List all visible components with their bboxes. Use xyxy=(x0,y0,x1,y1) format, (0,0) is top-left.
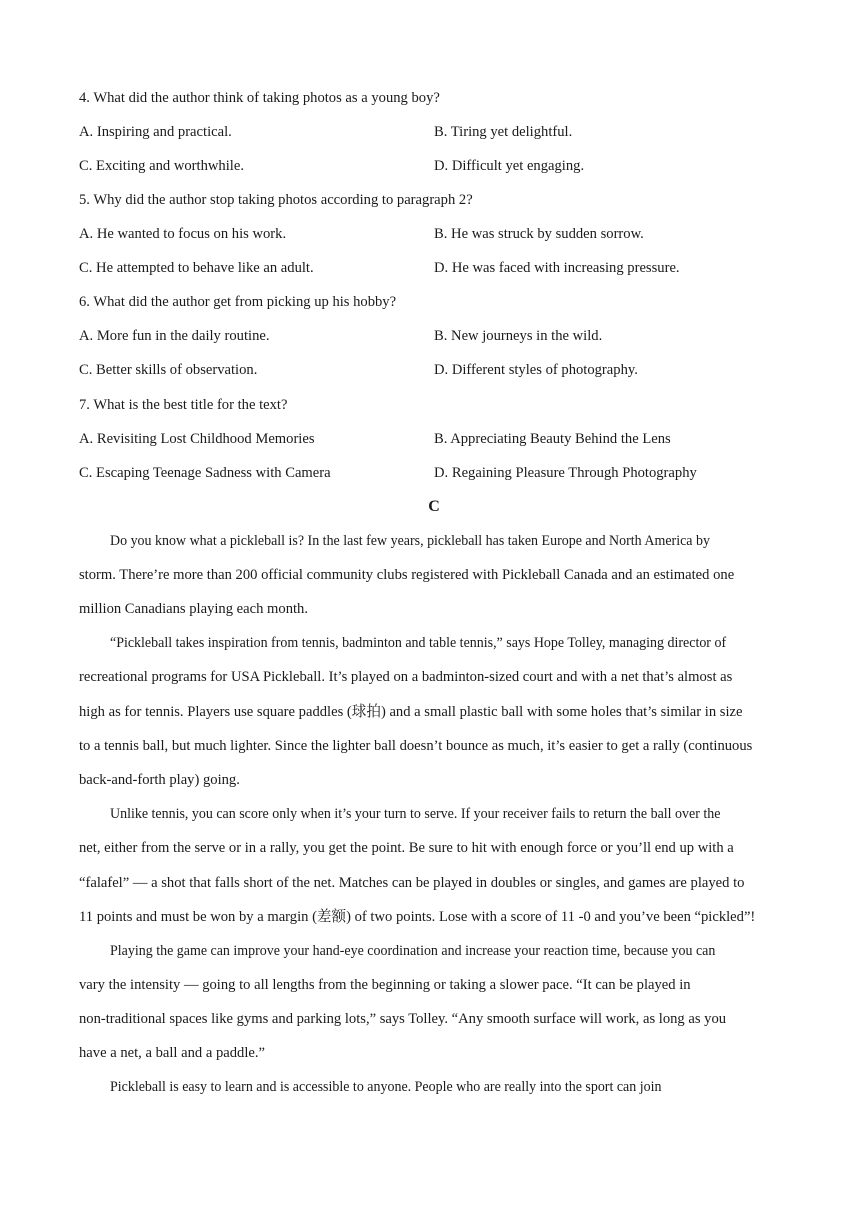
question-6-option-d: D. Different styles of photography. xyxy=(434,362,638,378)
passage-line: non-traditional spaces like gyms and parking lots,” says Tolley. “Any smooth surface will work, as long as you xyxy=(79,1011,727,1027)
passage-line: 11 points and must be won by a margin (差额) of two points. Lose with a score of 11 -0 and you’ve been “pickled”! xyxy=(79,909,756,925)
passage-line: recreational programs for USA Pickleball. It’s played on a badminton-sized court and with a net that’s almost as xyxy=(79,669,733,685)
passage-line: Unlike tennis, you can score only when it’s your turn to serve. If your receiver fails to return the ball over the xyxy=(110,806,721,822)
passage-line: have a net, a ball and a paddle.” xyxy=(79,1045,265,1061)
question-7-option-c: C. Escaping Teenage Sadness with Camera xyxy=(79,465,331,481)
question-6-option-a: A. More fun in the daily routine. xyxy=(79,328,270,344)
question-7-option-b: B. Appreciating Beauty Behind the Lens xyxy=(434,431,671,447)
passage-line: Playing the game can improve your hand-eye coordination and increase your reaction time, because you can xyxy=(110,943,716,959)
question-6-stem: 6. What did the author get from picking up his hobby? xyxy=(79,294,397,310)
passage-line: “Pickleball takes inspiration from tennis, badminton and table tennis,” says Hope Tolley, managing director of xyxy=(110,635,727,651)
passage-line: storm. There’re more than 200 official community clubs registered with Pickleball Canada and an estimated one xyxy=(79,567,735,583)
question-5-option-d: D. He was faced with increasing pressure. xyxy=(434,260,680,276)
passage-line: net, either from the serve or in a rally, you get the point. Be sure to hit with enough force or you’ll end up with a xyxy=(79,840,734,856)
question-6-option-b: B. New journeys in the wild. xyxy=(434,328,603,344)
question-6-option-c: C. Better skills of observation. xyxy=(79,362,258,378)
question-4-stem: 4. What did the author think of taking photos as a young boy? xyxy=(79,90,440,106)
question-5-option-a: A. He wanted to focus on his work. xyxy=(79,226,287,242)
passage-line: “falafel” — a shot that falls short of the net. Matches can be played in doubles or singles, and games are played to xyxy=(79,875,745,891)
question-4-option-d: D. Difficult yet engaging. xyxy=(434,158,585,174)
passage-line: high as for tennis. Players use square paddles (球拍) and a small plastic ball with some holes that’s similar in size xyxy=(79,704,743,720)
passage-line: back-and-forth play) going. xyxy=(79,772,240,788)
question-7-stem: 7. What is the best title for the text? xyxy=(79,397,288,413)
question-7-option-a: A. Revisiting Lost Childhood Memories xyxy=(79,431,315,447)
question-5-stem: 5. Why did the author stop taking photos according to paragraph 2? xyxy=(79,192,473,208)
section-heading: C xyxy=(428,498,440,515)
passage-line: Do you know what a pickleball is? In the last few years, pickleball has taken Europe and North America by xyxy=(110,533,710,549)
question-4-option-b: B. Tiring yet delightful. xyxy=(434,124,573,140)
question-5-option-c: C. He attempted to behave like an adult. xyxy=(79,260,314,276)
question-4-option-c: C. Exciting and worthwhile. xyxy=(79,158,244,174)
passage-line: vary the intensity — going to all lengths from the beginning or taking a slower pace. “It can be played in xyxy=(79,977,691,993)
passage-line: Pickleball is easy to learn and is accessible to anyone. People who are really into the sport can join xyxy=(110,1079,662,1095)
question-4-option-a: A. Inspiring and practical. xyxy=(79,124,232,140)
passage-line: million Canadians playing each month. xyxy=(79,601,308,617)
question-7-option-d: D. Regaining Pleasure Through Photography xyxy=(434,465,697,481)
question-5-option-b: B. He was struck by sudden sorrow. xyxy=(434,226,644,242)
passage-line: to a tennis ball, but much lighter. Since the lighter ball doesn’t bounce as much, it’s easier to get a rally (continuous xyxy=(79,738,753,754)
